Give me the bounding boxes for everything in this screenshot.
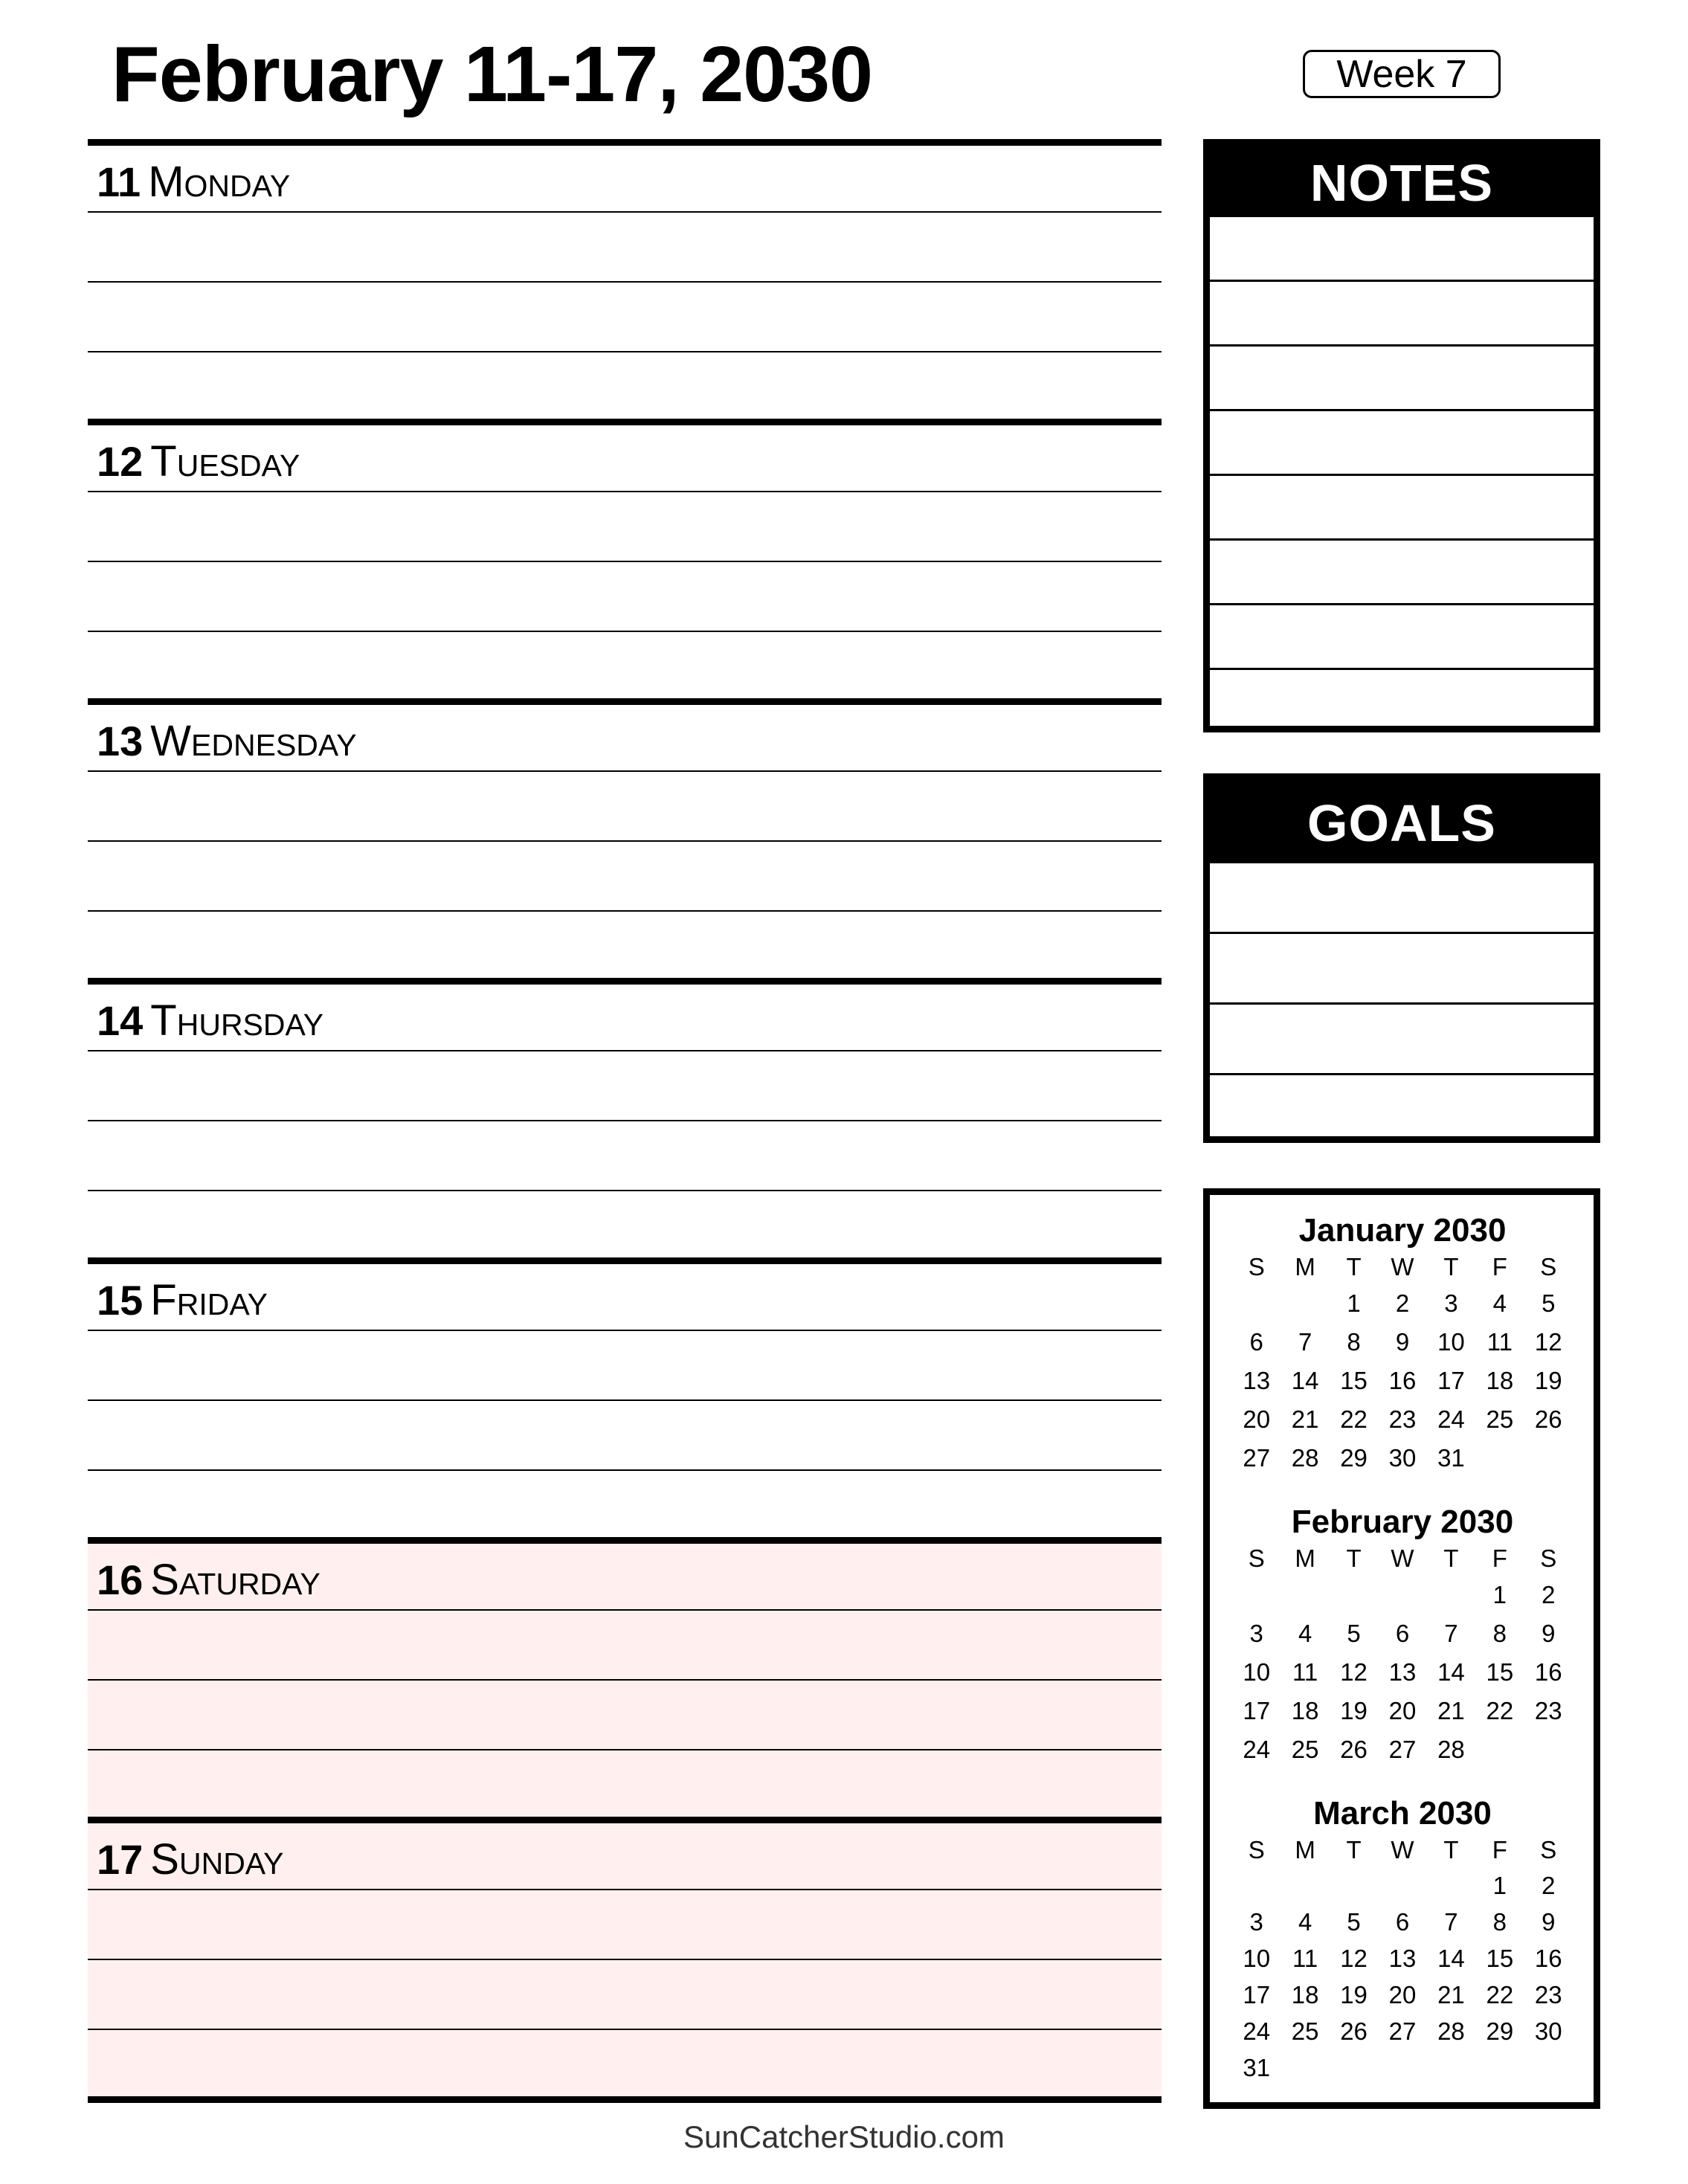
date-cell: 14 [1291, 1367, 1319, 1394]
weekday-header: T [1443, 1544, 1459, 1572]
date-cell: 10 [1437, 1328, 1465, 1356]
date-cell: 15 [1340, 1367, 1368, 1394]
day-section-saturday [88, 1537, 1162, 1817]
notes-line[interactable] [1210, 670, 1594, 735]
date-cell: 30 [1534, 2017, 1562, 2045]
date-cell: 8 [1347, 1328, 1361, 1356]
weekday-header: M [1295, 1836, 1315, 1864]
date-cell: 17 [1243, 1697, 1271, 1724]
date-cell: 28 [1291, 1444, 1319, 1472]
writing-line[interactable] [88, 840, 1162, 842]
weekday-header: F [1492, 1253, 1507, 1281]
date-cell: 19 [1340, 1981, 1368, 2009]
mini-calendar [1232, 1211, 1573, 1478]
date-cell: 4 [1298, 1620, 1312, 1647]
date-cell [1427, 2049, 1475, 2086]
date-cell: 29 [1486, 2017, 1514, 2045]
writing-line[interactable] [88, 1120, 1162, 1121]
date-cell: 1 [1347, 1289, 1361, 1317]
writing-line[interactable] [88, 1749, 1162, 1750]
date-cell: 15 [1486, 1945, 1514, 1972]
date-cell: 20 [1243, 1405, 1271, 1433]
writing-line[interactable] [88, 1050, 1162, 1051]
day-name: Sunday [150, 1835, 284, 1884]
day-number: 14 [97, 997, 144, 1044]
weekday-header: F [1492, 1836, 1507, 1864]
day-label [97, 995, 323, 1047]
day-section-wednesday [88, 698, 1162, 978]
writing-line[interactable] [88, 351, 1162, 352]
date-cell: 2 [1542, 1581, 1556, 1608]
date-cell: 14 [1437, 1945, 1465, 1972]
date-cell: 11 [1292, 1945, 1318, 1972]
date-cell: 12 [1534, 1328, 1562, 1356]
date-cell [1232, 1576, 1281, 1614]
mini-calendar [1232, 1794, 1573, 2086]
date-cell [1475, 2049, 1524, 2086]
date-cell [1524, 2049, 1573, 2086]
date-cell: 5 [1542, 1289, 1556, 1317]
writing-line[interactable] [88, 1469, 1162, 1471]
date-cell: 21 [1437, 1981, 1465, 2009]
writing-line[interactable] [88, 2029, 1162, 2030]
date-cell: 22 [1340, 1405, 1368, 1433]
week-badge: Week 7 [1303, 50, 1501, 98]
weekday-header: M [1295, 1544, 1315, 1572]
date-cell: 26 [1340, 1736, 1368, 1763]
day-section-friday [88, 1257, 1162, 1537]
weekday-header: F [1492, 1544, 1507, 1572]
day-name: Monday [148, 158, 291, 206]
date-cell: 21 [1291, 1405, 1319, 1433]
date-cell: 6 [1249, 1328, 1263, 1356]
date-cell [1330, 1867, 1378, 1904]
date-cell: 18 [1291, 1697, 1319, 1724]
date-cell: 3 [1444, 1289, 1458, 1317]
weekday-header: T [1346, 1836, 1362, 1864]
date-cell: 17 [1243, 1981, 1271, 2009]
date-cell: 3 [1249, 1620, 1263, 1647]
weekday-header: W [1391, 1253, 1414, 1281]
date-cell: 12 [1340, 1945, 1368, 1972]
notes-line[interactable] [1210, 476, 1594, 541]
date-cell [1378, 1867, 1426, 1904]
date-cell: 28 [1437, 2017, 1465, 2045]
date-cell: 17 [1437, 1367, 1465, 1394]
day-label [97, 436, 300, 488]
date-cell: 31 [1437, 1444, 1465, 1472]
weekday-header: S [1248, 1544, 1265, 1572]
day-label [97, 1275, 268, 1327]
date-cell [1475, 1439, 1524, 1478]
notes-line[interactable] [1210, 605, 1594, 670]
goals-panel [1203, 773, 1600, 1143]
mini-calendar-grid [1232, 1542, 1573, 1769]
day-number: 12 [97, 438, 144, 485]
writing-line[interactable] [88, 1330, 1162, 1331]
date-cell: 28 [1437, 1736, 1465, 1763]
date-cell: 23 [1388, 1405, 1417, 1433]
day-name: Thursday [150, 996, 324, 1045]
goals-line[interactable] [1210, 1075, 1594, 1146]
notes-line[interactable] [1210, 282, 1594, 347]
date-cell: 1 [1492, 1581, 1507, 1608]
day-section-sunday [88, 1817, 1162, 2103]
mini-calendars [1203, 1188, 1600, 2109]
date-cell: 20 [1388, 1981, 1417, 2009]
date-cell [1427, 1576, 1475, 1614]
writing-line[interactable] [88, 1190, 1162, 1191]
date-cell: 4 [1492, 1289, 1507, 1317]
notes-heading: NOTES [1210, 146, 1594, 217]
writing-line[interactable] [88, 1609, 1162, 1611]
date-cell: 24 [1243, 1736, 1271, 1763]
mini-calendar-title: January 2030 [1298, 1212, 1507, 1249]
weekday-header: W [1391, 1544, 1414, 1572]
weekday-header: S [1540, 1253, 1557, 1281]
date-cell: 22 [1486, 1697, 1514, 1724]
weekday-header: S [1540, 1544, 1557, 1572]
writing-line[interactable] [88, 1679, 1162, 1681]
date-cell: 6 [1395, 1908, 1410, 1936]
day-name: Tuesday [150, 437, 300, 486]
date-cell: 2 [1542, 1872, 1556, 1899]
date-cell: 26 [1534, 1405, 1562, 1433]
date-cell: 7 [1444, 1620, 1458, 1647]
date-cell: 12 [1340, 1658, 1368, 1686]
weekday-header: W [1391, 1836, 1414, 1864]
date-cell: 22 [1486, 1981, 1514, 2009]
date-cell: 18 [1486, 1367, 1514, 1394]
notes-line[interactable] [1210, 217, 1594, 282]
day-label [97, 1554, 320, 1606]
date-cell: 11 [1486, 1328, 1513, 1356]
day-name: Friday [150, 1276, 268, 1324]
day-number: 17 [97, 1836, 144, 1883]
date-cell: 16 [1534, 1945, 1562, 1972]
date-cell: 11 [1292, 1658, 1318, 1686]
date-cell: 23 [1534, 1981, 1562, 2009]
date-cell [1427, 1867, 1475, 1904]
date-cell [1232, 1867, 1281, 1904]
date-cell: 13 [1388, 1945, 1417, 1972]
mini-calendar-grid [1232, 1250, 1573, 1478]
day-section-thursday [88, 978, 1162, 1257]
day-label [97, 156, 290, 208]
date-cell: 9 [1542, 1620, 1556, 1647]
date-cell: 5 [1347, 1908, 1361, 1936]
writing-line[interactable] [88, 770, 1162, 772]
mini-calendar-grid [1232, 1833, 1573, 2086]
writing-line[interactable] [88, 281, 1162, 283]
day-number: 11 [97, 158, 141, 205]
weekday-header: S [1248, 1253, 1265, 1281]
mini-calendar [1232, 1503, 1573, 1769]
writing-line[interactable] [88, 211, 1162, 213]
date-cell: 2 [1395, 1289, 1410, 1317]
date-cell: 8 [1492, 1620, 1507, 1647]
date-cell: 31 [1243, 2054, 1271, 2081]
date-cell: 13 [1388, 1658, 1417, 1686]
date-cell: 30 [1388, 1444, 1417, 1472]
goals-line[interactable] [1210, 1005, 1594, 1075]
date-cell: 25 [1291, 2017, 1319, 2045]
weekday-header: S [1248, 1836, 1265, 1864]
date-cell: 13 [1243, 1367, 1271, 1394]
date-cell: 9 [1542, 1908, 1556, 1936]
date-cell: 4 [1298, 1908, 1312, 1936]
footer-credit: SunCatcherStudio.com [683, 2119, 1005, 2154]
date-cell: 9 [1395, 1328, 1410, 1356]
writing-line[interactable] [88, 1399, 1162, 1401]
goals-line[interactable] [1210, 863, 1594, 934]
weekday-header: T [1443, 1253, 1459, 1281]
date-cell [1524, 1730, 1573, 1769]
writing-line[interactable] [88, 910, 1162, 912]
date-cell: 29 [1340, 1444, 1368, 1472]
date-cell: 27 [1388, 2017, 1417, 2045]
date-cell: 10 [1243, 1945, 1271, 1972]
date-cell: 7 [1298, 1328, 1312, 1356]
weekday-header: M [1295, 1253, 1315, 1281]
date-cell: 10 [1243, 1658, 1271, 1686]
date-cell [1524, 1439, 1573, 1478]
date-cell: 19 [1534, 1367, 1562, 1394]
mini-calendar-title: March 2030 [1313, 1795, 1492, 1832]
day-label [97, 715, 357, 767]
date-cell: 8 [1492, 1908, 1507, 1936]
date-cell [1281, 1284, 1329, 1323]
notes-line[interactable] [1210, 347, 1594, 411]
date-cell: 25 [1486, 1405, 1514, 1433]
date-cell [1330, 2049, 1378, 2086]
date-cell: 1 [1492, 1872, 1507, 1899]
date-cell: 21 [1437, 1697, 1465, 1724]
date-cell: 16 [1534, 1658, 1562, 1686]
date-cell: 20 [1388, 1697, 1417, 1724]
day-section-monday [88, 139, 1162, 419]
date-cell [1232, 1284, 1281, 1323]
writing-line[interactable] [88, 1959, 1162, 1960]
notes-line[interactable] [1210, 411, 1594, 476]
date-cell [1475, 1730, 1524, 1769]
goals-line[interactable] [1210, 934, 1594, 1005]
weekday-header: T [1346, 1253, 1362, 1281]
day-name: Saturday [150, 1556, 320, 1604]
date-cell: 27 [1243, 1444, 1271, 1472]
writing-line[interactable] [88, 561, 1162, 562]
day-label [97, 1834, 283, 1886]
mini-calendar-title: February 2030 [1291, 1504, 1514, 1540]
date-cell: 24 [1243, 2017, 1271, 2045]
date-cell: 6 [1395, 1620, 1410, 1647]
date-cell [1281, 2049, 1329, 2086]
date-cell [1378, 1576, 1426, 1614]
weekday-header: T [1346, 1544, 1362, 1572]
date-cell: 24 [1437, 1405, 1465, 1433]
date-cell: 18 [1291, 1981, 1319, 2009]
writing-line[interactable] [88, 491, 1162, 492]
date-cell [1378, 2049, 1426, 2086]
page-title: February 11-17, 2030 [112, 30, 873, 118]
date-cell: 27 [1388, 1736, 1417, 1763]
day-name: Wednesday [150, 717, 357, 765]
date-cell: 23 [1534, 1697, 1562, 1724]
date-cell [1281, 1867, 1329, 1904]
goals-heading: GOALS [1210, 780, 1594, 863]
writing-line[interactable] [88, 631, 1162, 632]
writing-line[interactable] [88, 1889, 1162, 1890]
day-number: 13 [97, 718, 144, 764]
date-cell: 3 [1249, 1908, 1263, 1936]
date-cell: 15 [1486, 1658, 1514, 1686]
notes-line[interactable] [1210, 541, 1594, 605]
weekday-header: T [1443, 1836, 1459, 1864]
date-cell [1281, 1576, 1329, 1614]
date-cell [1330, 1576, 1378, 1614]
day-number: 16 [97, 1556, 144, 1603]
notes-panel [1203, 139, 1600, 732]
date-cell: 14 [1437, 1658, 1465, 1686]
day-number: 15 [97, 1277, 144, 1324]
weekday-header: S [1540, 1836, 1557, 1864]
day-section-tuesday [88, 419, 1162, 698]
date-cell: 5 [1347, 1620, 1361, 1647]
date-cell: 26 [1340, 2017, 1368, 2045]
day-list [88, 139, 1162, 2103]
date-cell: 25 [1291, 1736, 1319, 1763]
date-cell: 7 [1444, 1908, 1458, 1936]
date-cell: 19 [1340, 1697, 1368, 1724]
date-cell: 16 [1388, 1367, 1417, 1394]
